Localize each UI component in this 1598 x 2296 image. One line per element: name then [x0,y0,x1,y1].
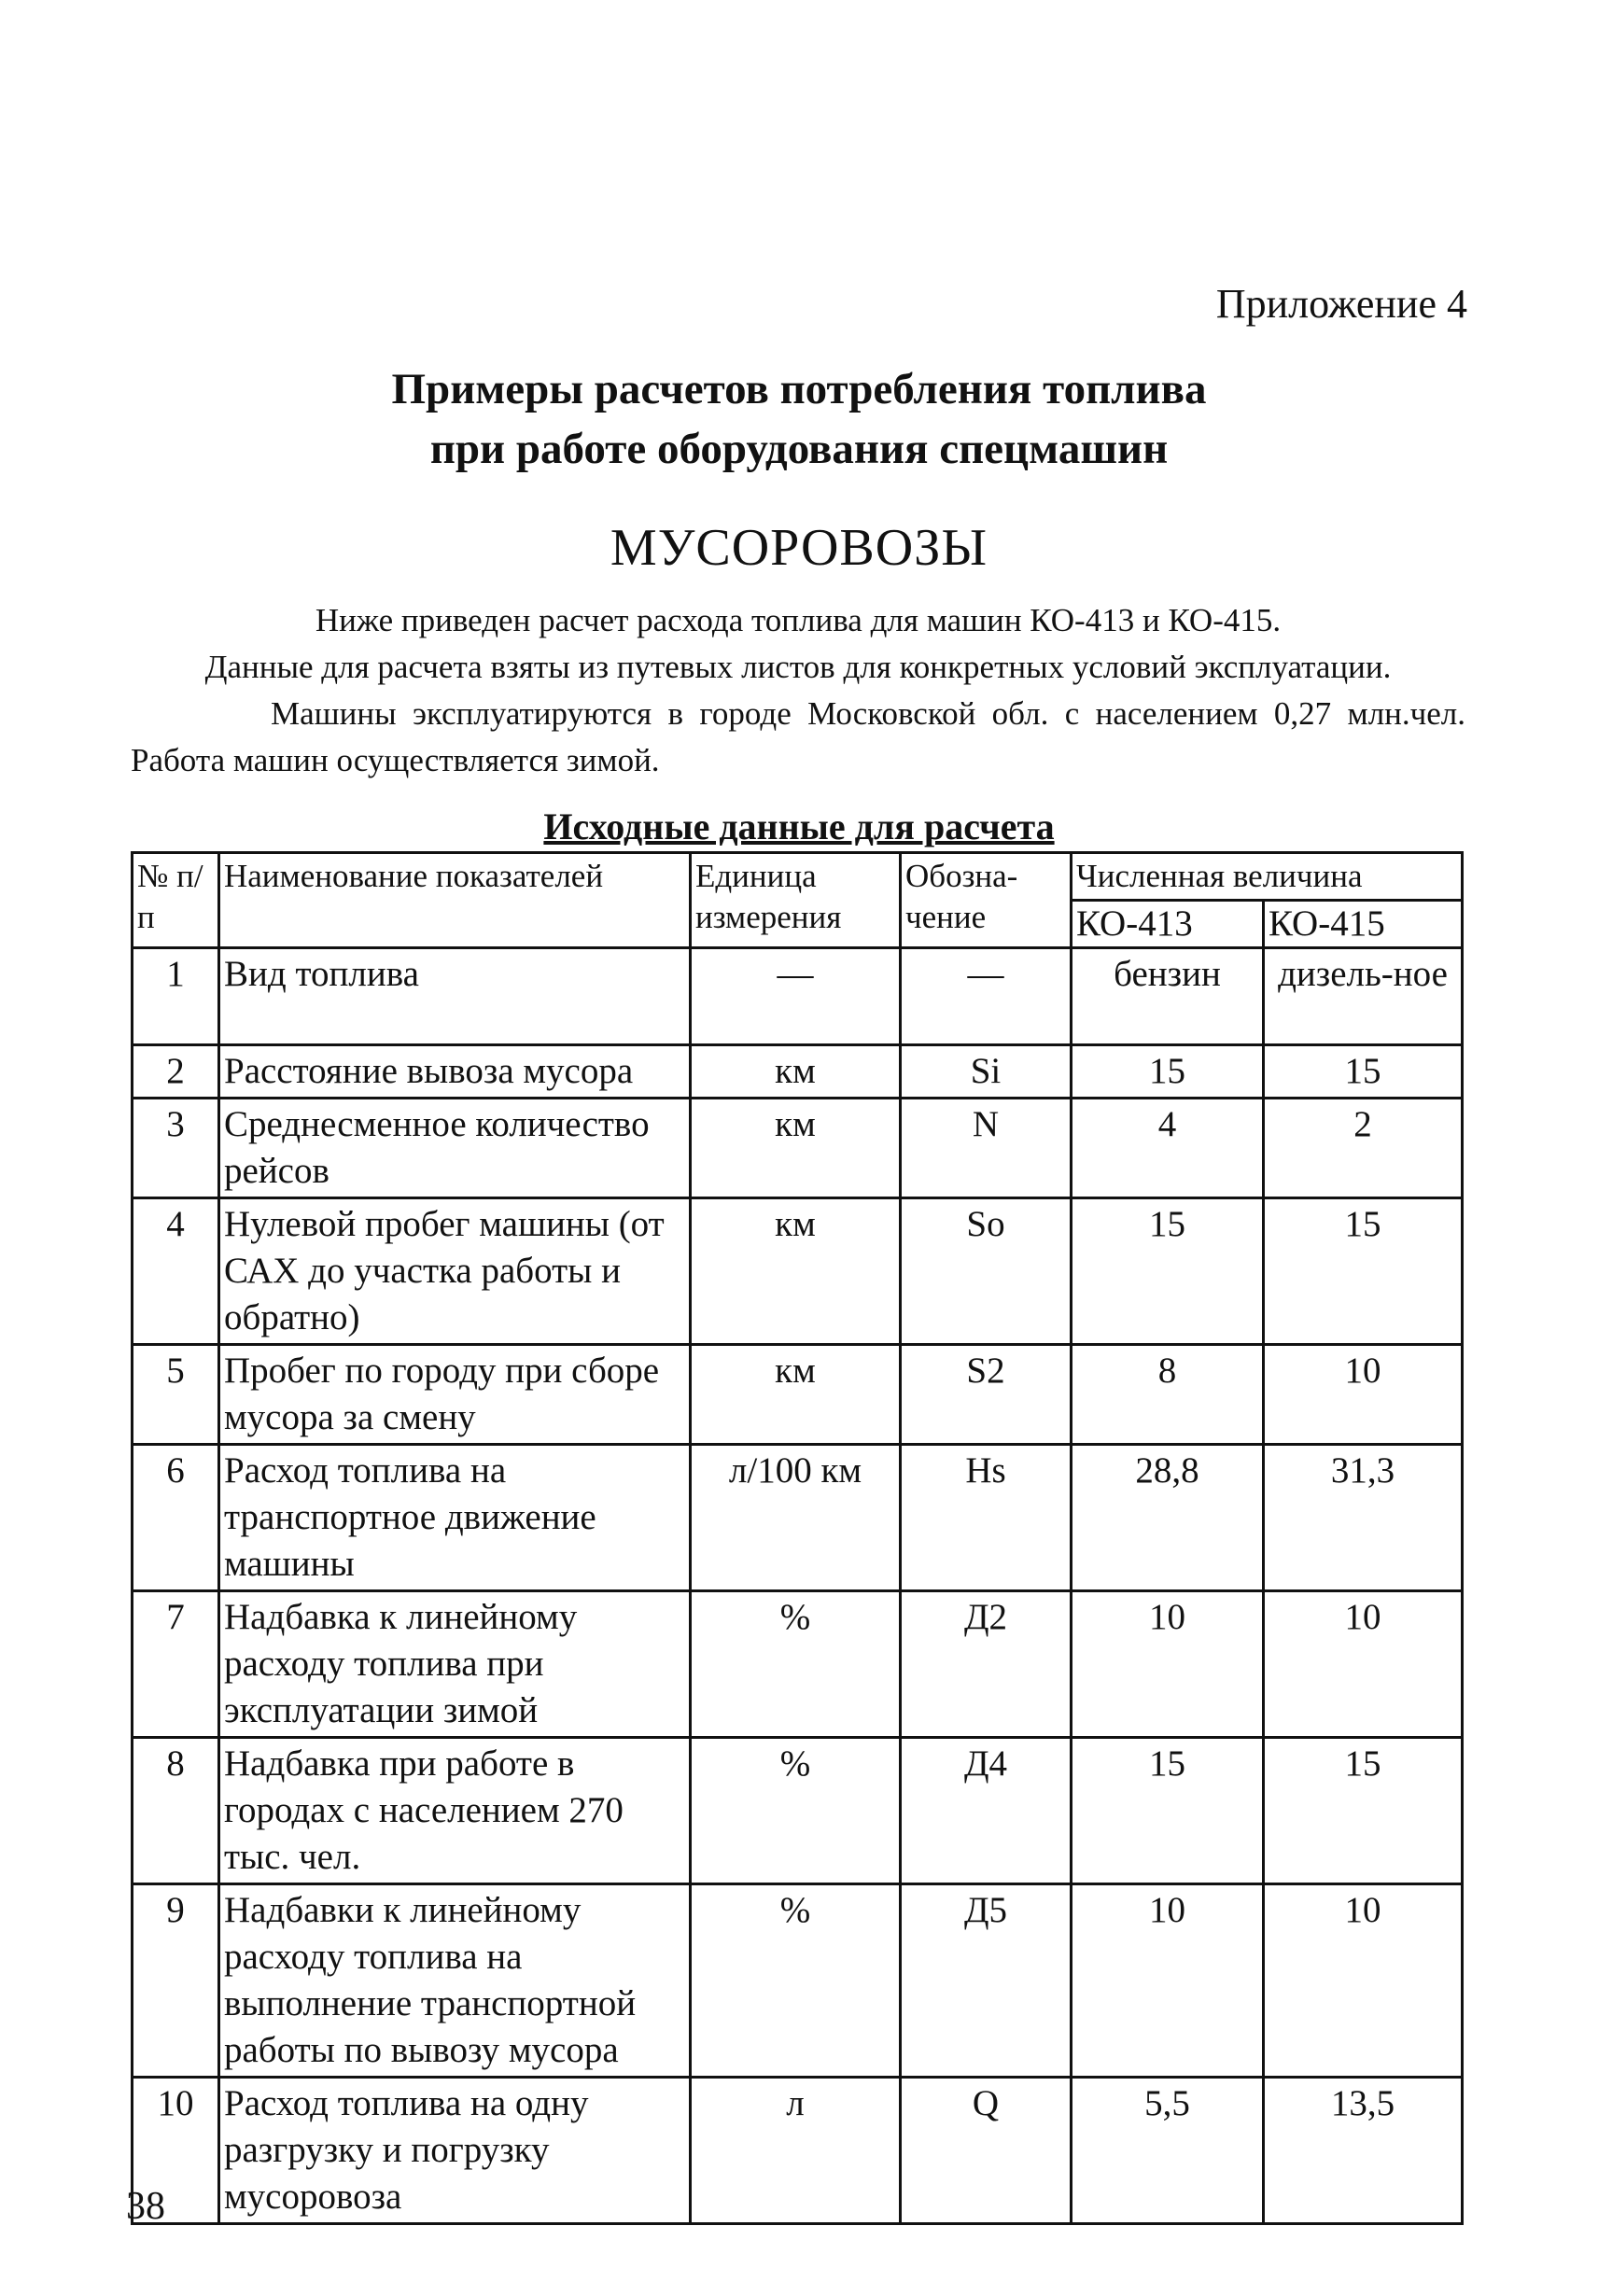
header-ko413: КО-413 [1072,901,1264,948]
intro-line-1: Ниже приведен расчет расхода топлива для машин КО-413 и КО-415. [315,602,1282,638]
title-line-1: Примеры расчетов потребления топлива [391,365,1207,413]
cell-ko415: 10 [1264,1591,1463,1738]
cell-ko413: бензин [1072,948,1264,1045]
cell-symbol: Hs [901,1445,1072,1591]
section-heading: МУСОРОВОЗЫ [610,519,988,577]
cell-unit: км [691,1099,901,1198]
header-num: № п/п [133,853,219,948]
cell-ko415: 13,5 [1264,2078,1463,2224]
table-caption: Исходные данные для расчета [543,805,1055,847]
cell-ko415: 31,3 [1264,1445,1463,1591]
cell-ko413: 5,5 [1072,2078,1264,2224]
header-symbol: Обозна-чение [901,853,1072,948]
title-line-2: при работе оборудования спецмашин [429,425,1169,473]
cell-ko415: 15 [1264,1738,1463,1884]
table-row [133,2078,1463,2224]
header-unit: Единица измерения [691,853,901,948]
cell-unit: л/100 км [691,1445,901,1591]
cell-ko413: 10 [1072,1884,1264,2078]
cell-symbol: N [901,1099,1072,1198]
cell-unit: км [691,1045,901,1099]
table-row [133,1884,1463,2078]
cell-name: Среднесменное количество рейсов [219,1099,691,1198]
cell-unit: км [691,1198,901,1345]
cell-ko415: 2 [1264,1099,1463,1198]
cell-ko413: 28,8 [1072,1445,1264,1591]
cell-symbol: Q [901,2078,1072,2224]
cell-name: Нулевой пробег машины (от САХ до участка работы и обратно) [219,1198,691,1345]
cell-num: 3 [133,1099,219,1198]
cell-ko413: 15 [1072,1198,1264,1345]
table-row [133,1445,1463,1591]
cell-ko415: 15 [1264,1198,1463,1345]
table-row [133,1591,1463,1738]
header-value: Численная величина [1072,853,1463,901]
cell-num: 6 [133,1445,219,1591]
source-data-table [131,851,1464,2225]
cell-num: 2 [133,1045,219,1099]
cell-ko415: 10 [1264,1345,1463,1445]
cell-num: 4 [133,1198,219,1345]
cell-name: Надбавка к линейному расходу топлива при эксплуатации зимой [219,1591,691,1738]
cell-symbol: So [901,1198,1072,1345]
table-row [133,1198,1463,1345]
header-row [133,853,1463,901]
intro-text [131,597,1465,784]
cell-unit: л [691,2078,901,2224]
cell-symbol: Д2 [901,1591,1072,1738]
cell-ko413: 15 [1072,1738,1264,1884]
cell-ko413: 10 [1072,1591,1264,1738]
cell-unit: км [691,1345,901,1445]
cell-ko413: 8 [1072,1345,1264,1445]
cell-symbol: Si [901,1045,1072,1099]
intro-paragraph: Машины эксплуатируются в городе Московской обл. с населением 0,27 млн.чел. Работа машин осуществляется зимой. [131,695,1465,778]
cell-ko415: 15 [1264,1045,1463,1099]
cell-ko413: 15 [1072,1045,1264,1099]
table-row [133,1099,1463,1198]
cell-ko413: 4 [1072,1099,1264,1198]
table-row [133,1345,1463,1445]
cell-name: Надбавки к линейному расходу топлива на выполнение транспортной работы по вывозу мусора [219,1884,691,2078]
header-name: Наименование показателей [219,853,691,948]
cell-unit: % [691,1884,901,2078]
table-row [133,1738,1463,1884]
cell-num: 10 [133,2078,219,2224]
cell-name: Пробег по городу при сборе мусора за смену [219,1345,691,1445]
page-number: 38 [126,2185,165,2228]
cell-num: 1 [133,948,219,1045]
cell-ko415: 10 [1264,1884,1463,2078]
cell-name: Вид топлива [219,948,691,1045]
intro-line-2: Данные для расчета взяты из путевых листов для конкретных условий эксплуатации. [204,649,1392,685]
page-title [0,359,1598,479]
table-row [133,948,1463,1045]
table-row [133,1045,1463,1099]
cell-symbol: Д5 [901,1884,1072,2078]
cell-num: 5 [133,1345,219,1445]
header-ko415: КО-415 [1264,901,1463,948]
cell-unit: — [691,948,901,1045]
cell-num: 8 [133,1738,219,1884]
cell-symbol: S2 [901,1345,1072,1445]
cell-ko415: дизель-ное [1264,948,1463,1045]
cell-unit: % [691,1591,901,1738]
cell-symbol: — [901,948,1072,1045]
cell-unit: % [691,1738,901,1884]
cell-num: 7 [133,1591,219,1738]
cell-name: Расход топлива на транспортное движение машины [219,1445,691,1591]
cell-name: Расстояние вывоза мусора [219,1045,691,1099]
cell-name: Надбавка при работе в городах с населением 270 тыс. чел. [219,1738,691,1884]
cell-num: 9 [133,1884,219,2078]
appendix-label: Приложение 4 [1215,281,1467,327]
cell-name: Расход топлива на одну разгрузку и погрузку мусоровоза [219,2078,691,2224]
cell-symbol: Д4 [901,1738,1072,1884]
